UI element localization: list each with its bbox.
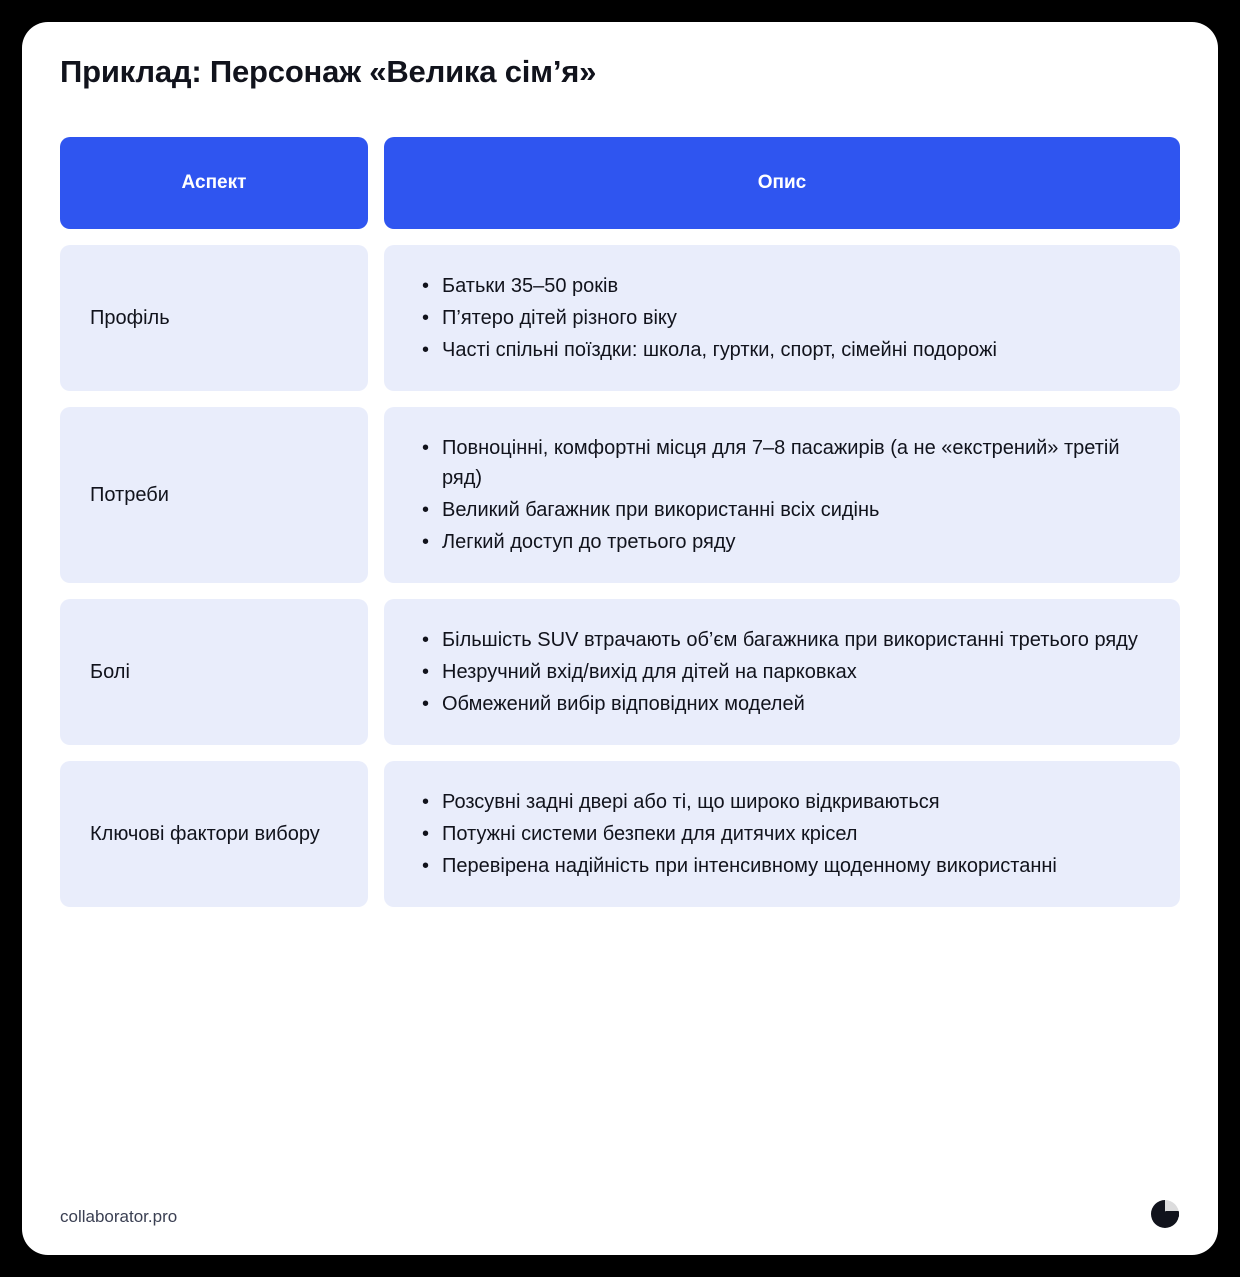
list-item: • Незручний вхід/вихід для дітей на парковках xyxy=(414,657,1146,687)
aspect-label: Потреби xyxy=(60,407,368,583)
persona-table xyxy=(60,137,1180,923)
table-header-row xyxy=(60,137,1180,229)
list-item: • Потужні системи безпеки для дитячих крісел xyxy=(414,819,1146,849)
column-header-description: Опис xyxy=(384,137,1180,229)
aspect-label: Болі xyxy=(60,599,368,745)
list-item: • Повноцінні, комфортні місця для 7–8 пасажирів (а не «екстрений» третій ряд) xyxy=(414,433,1146,493)
list-item: • Батьки 35–50 років xyxy=(414,271,1146,301)
table-row xyxy=(60,761,1180,907)
list-item: • Великий багажник при використанні всіх сидінь xyxy=(414,495,1146,525)
list-item: • Більшість SUV втрачають об’єм багажника при використанні третього ряду xyxy=(414,625,1146,655)
bullet-list xyxy=(414,625,1146,719)
bullet-list xyxy=(414,433,1146,557)
column-header-aspect: Аспект xyxy=(60,137,368,229)
table-row xyxy=(60,599,1180,745)
list-item: • Перевірена надійність при інтенсивному щоденному використанні xyxy=(414,851,1146,881)
collaborator-logo-icon xyxy=(1148,1197,1182,1231)
description-cell xyxy=(384,761,1180,907)
bullet-list xyxy=(414,271,1146,365)
bullet-list xyxy=(414,787,1146,881)
list-item: • П’ятеро дітей різного віку xyxy=(414,303,1146,333)
page-title: Приклад: Персонаж «Велика сім’я» xyxy=(60,54,597,89)
table-row xyxy=(60,245,1180,391)
list-item: • Обмежений вибір відповідних моделей xyxy=(414,689,1146,719)
description-cell xyxy=(384,245,1180,391)
list-item: • Часті спільні поїздки: школа, гуртки, спорт, сімейні подорожі xyxy=(414,335,1146,365)
table-row xyxy=(60,407,1180,583)
footer-site-label: collaborator.pro xyxy=(60,1207,178,1226)
aspect-label: Ключові фактори вибору xyxy=(60,761,368,907)
list-item: • Легкий доступ до третього ряду xyxy=(414,527,1146,557)
aspect-label: Профіль xyxy=(60,245,368,391)
infographic-card xyxy=(22,22,1218,1255)
description-cell xyxy=(384,599,1180,745)
description-cell xyxy=(384,407,1180,583)
list-item: • Розсувні задні двері або ті, що широко відкриваються xyxy=(414,787,1146,817)
